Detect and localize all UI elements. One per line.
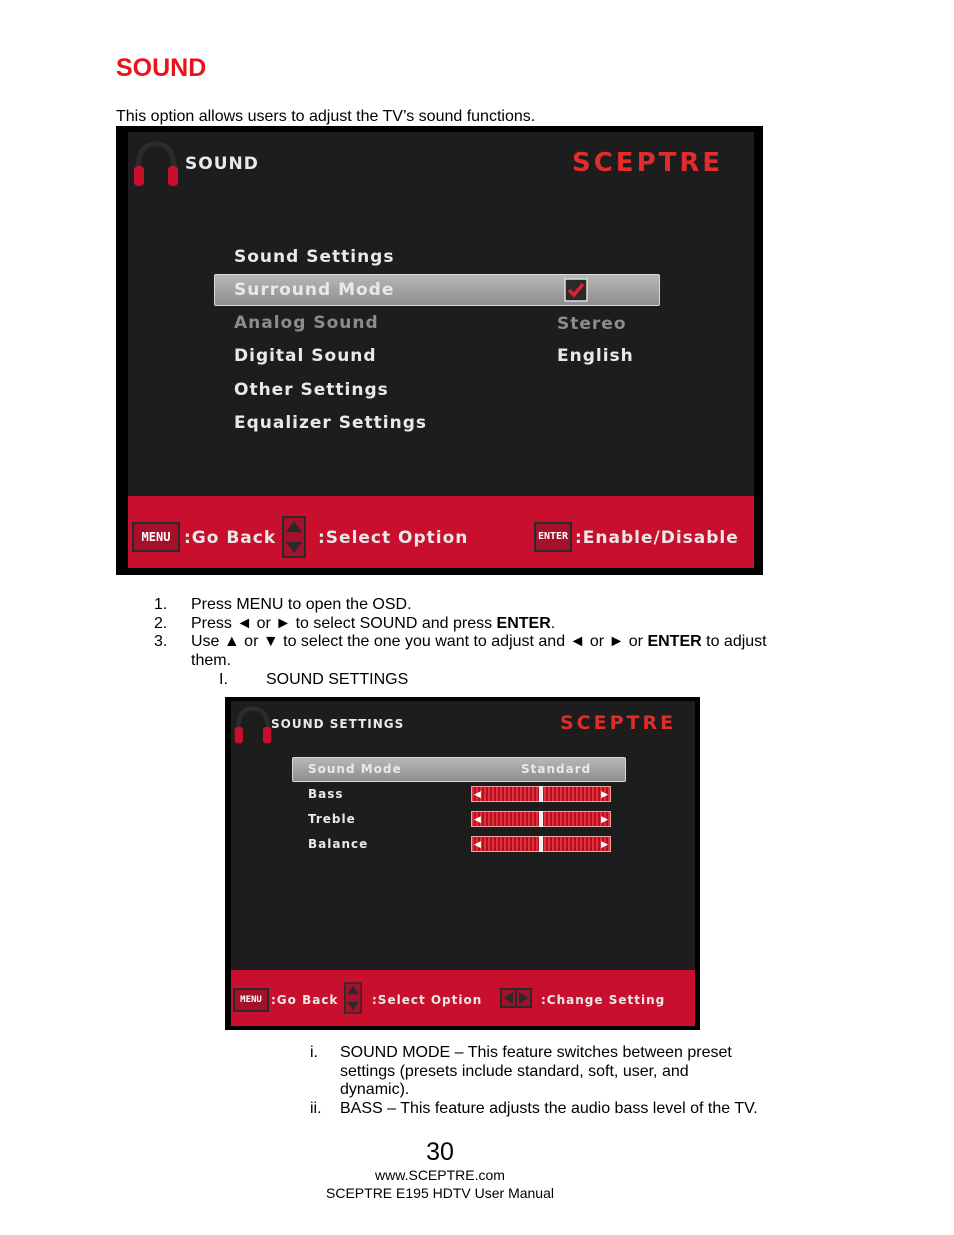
slider-left-arrow-icon[interactable]: ◀ xyxy=(474,839,481,849)
osd-header-title: SOUND xyxy=(185,154,259,174)
osd-footer-bar xyxy=(128,496,754,568)
step-bold-key: ENTER xyxy=(647,633,702,651)
up-down-arrows-icon xyxy=(344,982,362,1014)
brand-logo: SCEPTRE xyxy=(572,148,724,178)
footer-manual-name: SCEPTRE E195 HDTV User Manual xyxy=(326,1185,554,1201)
footer-select-option: :Select Option xyxy=(318,528,469,548)
step-number: 2. xyxy=(154,614,168,632)
up-down-arrows-icon xyxy=(282,516,306,558)
digital-sound-value: English xyxy=(557,346,634,366)
osd-sound-settings-menu xyxy=(225,697,700,1030)
treble-slider[interactable] xyxy=(471,811,611,827)
step-1 xyxy=(154,596,791,615)
step-text: Press ◄ or ► to select SOUND and press xyxy=(191,614,497,632)
page-number: 30 xyxy=(426,1138,454,1166)
subsection-text: SOUND SETTINGS xyxy=(266,671,409,688)
step-2 xyxy=(154,615,791,634)
menu-key: MENU xyxy=(233,988,269,1012)
slider-left-arrow-icon[interactable]: ◀ xyxy=(474,814,481,824)
step-text-end: to adjust them. xyxy=(191,633,767,670)
surround-checkbox-icon[interactable] xyxy=(564,278,588,302)
menu-item-digital-sound[interactable]: Digital Sound xyxy=(234,346,377,366)
menu-item-other-settings[interactable]: Other Settings xyxy=(234,380,389,400)
sound-mode-value: Standard xyxy=(521,762,592,776)
left-right-arrows-icon xyxy=(500,988,532,1008)
subsection-number: I. xyxy=(219,671,228,688)
menu-item-sound-settings[interactable]: Sound Settings xyxy=(234,247,395,267)
slider-knob[interactable] xyxy=(539,786,543,802)
footer-go-back: :Go Back xyxy=(184,528,277,548)
slider-right-arrow-icon[interactable]: ▶ xyxy=(601,789,608,799)
osd-footer-bar xyxy=(231,970,695,1026)
step-3 xyxy=(154,633,791,670)
footer-select-option: :Select Option xyxy=(372,993,483,1007)
analog-sound-value: Stereo xyxy=(557,314,627,334)
definition-text: BASS – This feature adjusts the audio bass level of the TV. xyxy=(340,1099,758,1117)
definition-number: ii. xyxy=(310,1099,322,1117)
bass-slider[interactable] xyxy=(471,786,611,802)
menu-key: MENU xyxy=(132,522,180,552)
osd-header-title: SOUND SETTINGS xyxy=(271,717,405,731)
menu-item-analog-sound[interactable]: Analog Sound xyxy=(234,313,379,333)
instruction-steps xyxy=(154,596,791,671)
footer-change-setting: :Change Setting xyxy=(541,993,666,1007)
bass-label[interactable]: Bass xyxy=(308,787,344,801)
step-bold-key: ENTER xyxy=(496,614,551,632)
osd-sound-menu xyxy=(116,126,763,575)
menu-item-surround-mode: Surround Mode xyxy=(234,280,395,300)
footer-go-back: :Go Back xyxy=(271,993,339,1007)
step-number: 3. xyxy=(154,633,168,651)
slider-knob[interactable] xyxy=(539,836,543,852)
intro-text: This option allows users to adjust the TV’s sound functions. xyxy=(116,108,536,125)
sound-mode-label: Sound Mode xyxy=(308,762,402,776)
footer-website: www.SCEPTRE.com xyxy=(375,1167,505,1183)
brand-logo: SCEPTRE xyxy=(560,712,677,734)
step-number: 1. xyxy=(154,596,168,613)
treble-label[interactable]: Treble xyxy=(308,812,356,826)
headphone-icon xyxy=(132,140,180,190)
step-text-end: . xyxy=(550,614,556,632)
definition-text: SOUND MODE – This feature switches between preset settings (presets include standard, soft, user, and dynamic). xyxy=(340,1044,732,1098)
slider-right-arrow-icon[interactable]: ▶ xyxy=(601,839,608,849)
balance-slider[interactable] xyxy=(471,836,611,852)
step-text: Use ▲ or ▼ to select the one you want to adjust and ◄ or ► or xyxy=(191,633,648,651)
headphone-icon xyxy=(233,705,273,747)
menu-item-equalizer-settings[interactable]: Equalizer Settings xyxy=(234,413,427,433)
enter-key: ENTER xyxy=(534,522,572,552)
definition-bass xyxy=(310,1100,760,1119)
step-text: Press MENU to open the OSD. xyxy=(191,596,412,613)
page-title: SOUND xyxy=(116,54,207,82)
definition-sound-mode xyxy=(310,1044,760,1100)
definition-number: i. xyxy=(310,1044,318,1061)
definitions-list xyxy=(310,1044,760,1118)
subsection-heading xyxy=(219,671,408,689)
footer-enable-disable: :Enable/Disable xyxy=(575,528,739,548)
slider-left-arrow-icon[interactable]: ◀ xyxy=(474,789,481,799)
slider-knob[interactable] xyxy=(539,811,543,827)
slider-right-arrow-icon[interactable]: ▶ xyxy=(601,814,608,824)
balance-label[interactable]: Balance xyxy=(308,837,369,851)
